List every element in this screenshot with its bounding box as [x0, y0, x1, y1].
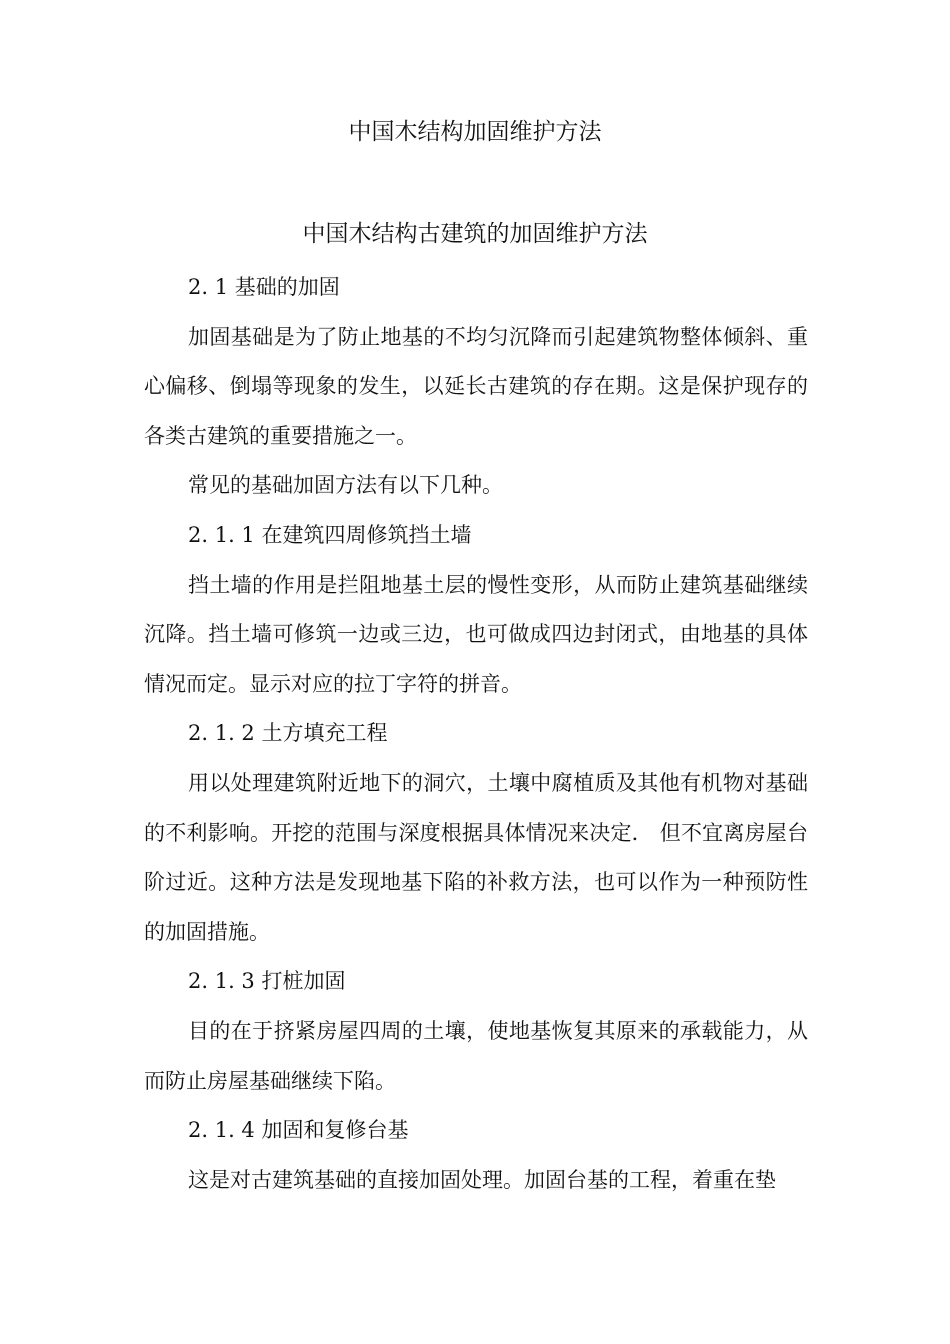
paragraph-common-methods: 常见的基础加固方法有以下几种。	[188, 473, 503, 498]
section-heading-2-1-4: 2. 1. 4 加固和复修台基	[188, 1118, 409, 1143]
section-heading-2-1-1: 2. 1. 1 在建筑四周修筑挡土墙	[188, 522, 472, 547]
document-title: 中国木结构加固维护方法	[348, 119, 602, 145]
paragraph-foundation-purpose: 加固基础是为了防止地基的不均匀沉降而引起建筑物整体倾斜、重心偏移、倒塌等现象的发生，以延长古建筑的存在期。这是保护现存的各类古建筑的重要措施之一。	[144, 324, 808, 448]
document-body	[144, 263, 808, 1205]
document-subtitle: 中国木结构古建筑的加固维护方法	[302, 221, 648, 247]
paragraph-retaining-wall: 挡土墙的作用是拦阻地基土层的慢性变形，从而防止建筑基础继续沉降。挡土墙可修筑一边或三边，也可做成四边封闭式，由地基的具体情况而定。显示对应的拉丁字符的拼音。	[144, 572, 808, 696]
section-heading-2-1-2: 2. 1. 2 土方填充工程	[188, 721, 388, 746]
paragraph-platform-repair: 这是对古建筑基础的直接加固处理。加固台基的工程，着重在垫	[188, 1167, 776, 1192]
section-heading-2-1: 2. 1 基础的加固	[188, 275, 340, 299]
paragraph-piling: 目的在于挤紧房屋四周的土壤，使地基恢复其原来的承载能力，从而防止房屋基础继续下陷。	[144, 1018, 808, 1093]
section-heading-2-1-3: 2. 1. 3 打桩加固	[188, 969, 346, 994]
paragraph-earth-filling: 用以处理建筑附近地下的洞穴，土壤中腐植质及其他有机物对基础的不利影响。开挖的范围与深度根据具体情况来决定． 但不宜离房屋台阶过近。这种方法是发现地基下陷的补救方法，也可以作为一种预防性的加固措施。	[144, 770, 808, 944]
